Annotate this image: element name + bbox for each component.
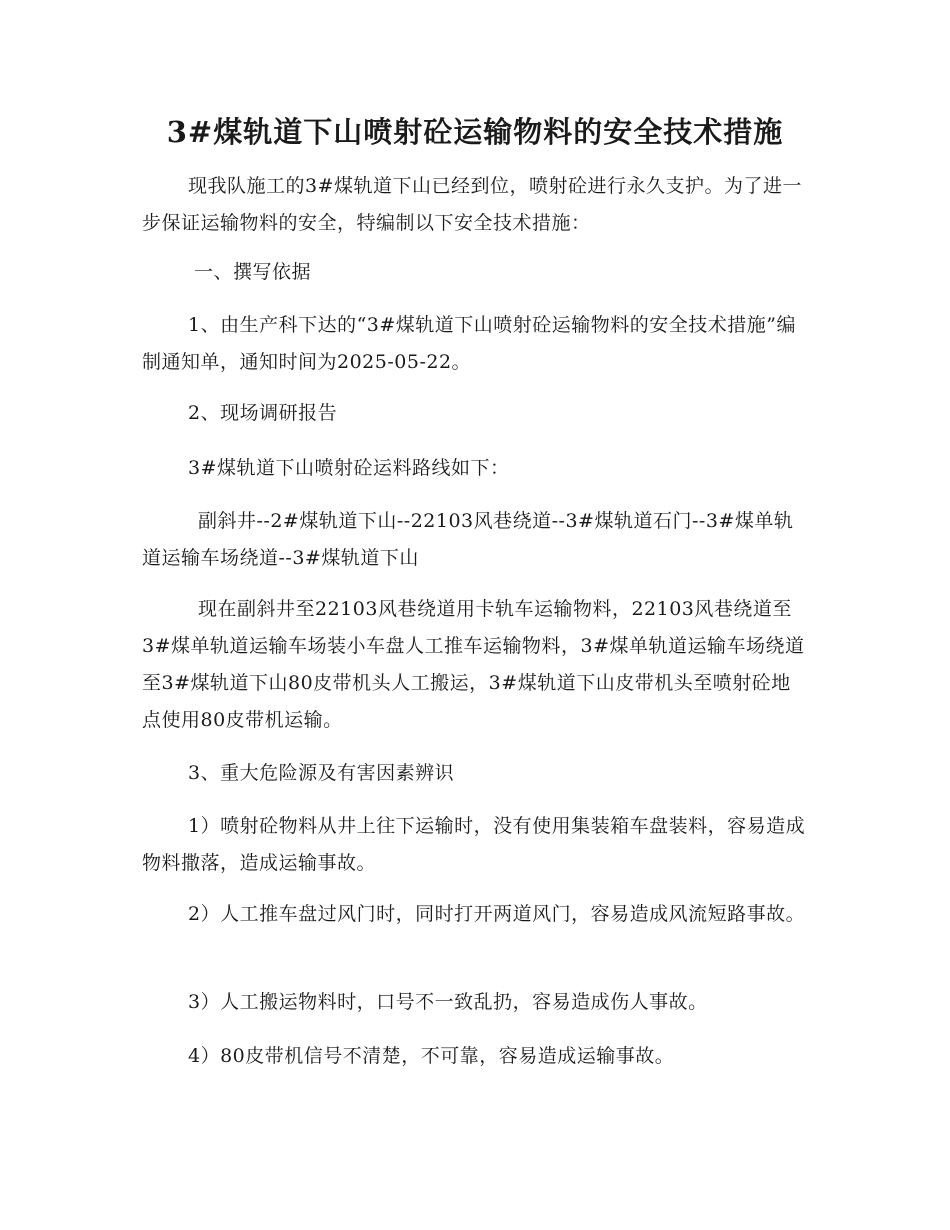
hazard-item-1: 1）喷射砼物料从井上往下运输时，没有使用集装箱车盘装料，容易造成物料撒落，造成运输事故。 (142, 815, 806, 874)
paragraph-survey-report: 2、现场调研报告 (188, 402, 338, 424)
paragraph-route-intro: 3#煤轨道下山喷射砼运料路线如下： (188, 457, 510, 479)
hazard-item-4: 4）80皮带机信号不清楚，不可靠，容易造成运输事故。 (188, 1045, 675, 1067)
document-title: 3#煤轨道下山喷射砼运输物料的安全技术措施 (166, 115, 784, 149)
section-heading-hazards: 3、重大危险源及有害因素辨识 (188, 762, 455, 784)
hazard-item-2: 2）人工推车盘过风门时，同时打开两道风门，容易造成风流短路事故。 (188, 903, 806, 925)
section-heading-basis: 一、撰写依据 (194, 261, 312, 283)
paragraph-route: 副斜井--2#煤轨道下山--22103风巷绕道--3#煤轨道石门--3#煤单轨道运输车场绕道--3#煤轨道下山 (142, 510, 794, 569)
hazard-item-3: 3）人工搬运物料时，口号不一致乱扔，容易造成伤人事故。 (188, 991, 708, 1013)
paragraph-notice: 1、由生产科下达的“3#煤轨道下山喷射砼运输物料的安全技术措施”编制通知单，通知时间为2025-05-22。 (142, 314, 797, 373)
paragraph-current-transport: 现在副斜井至22103风巷绕道用卡轨车运输物料，22103风巷绕道至3#煤单轨道运输车场装小车盘人工推车运输物料，3#煤单轨道运输车场绕道至3#煤轨道下山80皮带机头人工搬运，3#煤轨道下山皮带机头至喷射砼地点使用80皮带机运输。 (142, 598, 805, 731)
paragraph-intro: 现我队施工的3#煤轨道下山已经到位，喷射砼进行永久支护。为了进一步保证运输物料的安全，特编制以下安全技术措施： (142, 175, 803, 234)
